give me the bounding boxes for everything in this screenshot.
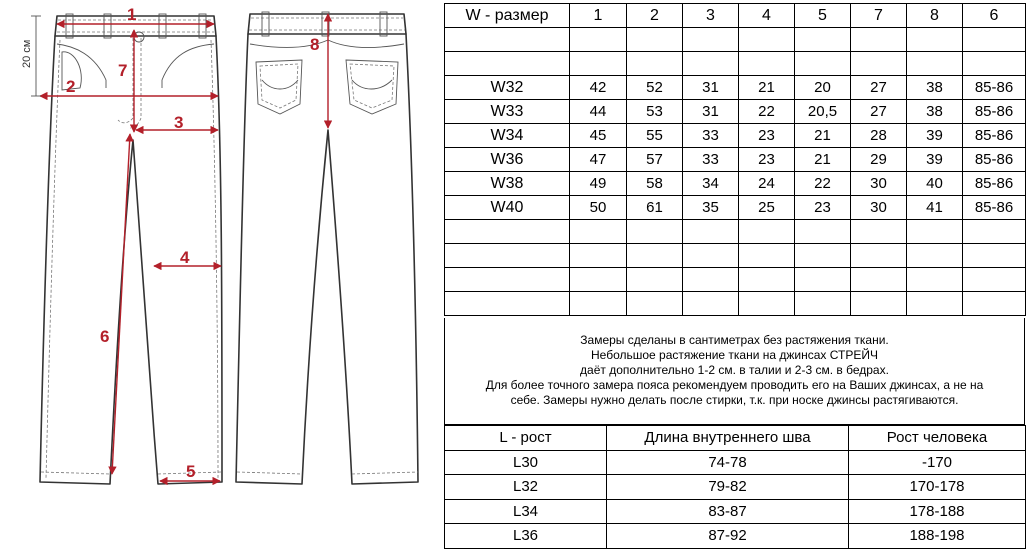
size-table-cell: [683, 220, 739, 244]
size-table-cell: 58: [627, 172, 683, 196]
note-line: Замеры сделаны в сантиметрах без растяжения ткани.: [580, 333, 889, 347]
note-line: даёт дополнительно 1-2 см. в талии и 2-3 см. в бедрах.: [580, 363, 889, 377]
measure-label-4: 4: [180, 248, 190, 267]
size-table-cell: 22: [739, 100, 795, 124]
length-table-row: [445, 524, 1026, 549]
size-table-cell: 50: [570, 196, 627, 220]
size-table-cell: 31: [683, 100, 739, 124]
size-table-cell: 55: [627, 124, 683, 148]
size-table-row: [445, 148, 1026, 172]
size-table-cell: [739, 244, 795, 268]
length-table-cell: 178-188: [849, 499, 1026, 524]
length-table-row: [445, 450, 1026, 475]
size-table-cell: [739, 28, 795, 52]
size-table-cell: 34: [683, 172, 739, 196]
size-table-header-cell: 5: [795, 4, 851, 28]
size-table-cell: [907, 292, 963, 316]
size-table-cell: 85-86: [963, 100, 1026, 124]
size-table-cell: W38: [445, 172, 570, 196]
size-table-cell: 20,5: [795, 100, 851, 124]
size-table-cell: [570, 220, 627, 244]
size-table-cell: [795, 52, 851, 76]
size-table-header-cell: 3: [683, 4, 739, 28]
side-dimension-label: 20 см: [21, 39, 33, 68]
size-table-cell: [570, 52, 627, 76]
size-table-row: [445, 76, 1026, 100]
size-table-cell: W34: [445, 124, 570, 148]
size-table-row: [445, 196, 1026, 220]
size-table-cell: [445, 244, 570, 268]
size-table-header-cell: 1: [570, 4, 627, 28]
size-table-cell: [963, 268, 1026, 292]
size-table-row: [445, 292, 1026, 316]
size-table-cell: 30: [851, 172, 907, 196]
size-table-cell: [907, 244, 963, 268]
size-table-cell: [739, 220, 795, 244]
size-table-cell: [445, 220, 570, 244]
size-table-cell: 24: [739, 172, 795, 196]
size-table-cell: [627, 220, 683, 244]
size-table-cell: 21: [739, 76, 795, 100]
size-table-cell: [907, 220, 963, 244]
size-table-cell: [570, 268, 627, 292]
size-table-cell: [683, 52, 739, 76]
size-table-cell: 27: [851, 76, 907, 100]
size-table-cell: [963, 52, 1026, 76]
size-table-cell: 21: [795, 124, 851, 148]
size-table-header-cell: 4: [739, 4, 795, 28]
size-table-row: [445, 268, 1026, 292]
size-table-cell: [627, 244, 683, 268]
size-table-cell: 85-86: [963, 76, 1026, 100]
length-table-cell: 188-198: [849, 524, 1026, 549]
length-table-header-cell: Длина внутреннего шва: [607, 426, 849, 451]
size-table-cell: [739, 268, 795, 292]
size-table-cell: W40: [445, 196, 570, 220]
size-table-cell: 85-86: [963, 148, 1026, 172]
size-table-cell: W36: [445, 148, 570, 172]
size-table-header-cell: W - размер: [445, 4, 570, 28]
size-table-cell: [851, 244, 907, 268]
size-table-cell: 39: [907, 124, 963, 148]
size-table-cell: [570, 292, 627, 316]
size-table-cell: 41: [907, 196, 963, 220]
size-table-cell: [795, 220, 851, 244]
length-table-cell: 170-178: [849, 475, 1026, 500]
size-table-cell: W33: [445, 100, 570, 124]
size-table-header-cell: 6: [963, 4, 1026, 28]
note-line: Небольшое растяжение ткани на джинсах СТРЕЙЧ: [590, 348, 878, 362]
size-table-cell: [445, 28, 570, 52]
size-table-cell: 35: [683, 196, 739, 220]
size-table-cell: 23: [795, 196, 851, 220]
size-table-cell: [445, 268, 570, 292]
size-table-cell: [739, 292, 795, 316]
size-table-row: [445, 52, 1026, 76]
size-table-cell: [907, 28, 963, 52]
measure-label-5: 5: [186, 462, 196, 481]
size-table-cell: [851, 52, 907, 76]
length-table-cell: L36: [445, 524, 607, 549]
note-line: себе. Замеры нужно делать после стирки, т.к. при носке джинсы растягиваются.: [510, 393, 959, 407]
size-table-cell: [851, 28, 907, 52]
measure-label-7: 7: [118, 61, 128, 80]
size-table-cell: 47: [570, 148, 627, 172]
size-table-cell: [683, 28, 739, 52]
size-table-cell: [851, 268, 907, 292]
measure-label-3: 3: [174, 113, 184, 132]
size-table-cell: [739, 52, 795, 76]
size-table-row: [445, 124, 1026, 148]
size-table-cell: [683, 244, 739, 268]
size-table-cell: 49: [570, 172, 627, 196]
size-table-cell: 30: [851, 196, 907, 220]
size-table-cell: 57: [627, 148, 683, 172]
size-table-cell: [570, 244, 627, 268]
jeans-drawing: [0, 0, 444, 550]
size-table-cell: [907, 268, 963, 292]
length-table-cell: 79-82: [607, 475, 849, 500]
length-table-header-cell: Рост человека: [849, 426, 1026, 451]
size-table-cell: [570, 28, 627, 52]
length-table-cell: L34: [445, 499, 607, 524]
size-table-header-cell: 7: [851, 4, 907, 28]
length-size-table: [444, 425, 1026, 549]
size-table-cell: 25: [739, 196, 795, 220]
size-table-cell: 45: [570, 124, 627, 148]
size-table-cell: 39: [907, 148, 963, 172]
size-table-cell: 61: [627, 196, 683, 220]
size-table-cell: 42: [570, 76, 627, 100]
size-table-cell: 28: [851, 124, 907, 148]
length-table-cell: 74-78: [607, 450, 849, 475]
size-table-cell: [627, 268, 683, 292]
size-table-row: [445, 172, 1026, 196]
length-table-cell: L30: [445, 450, 607, 475]
size-table-cell: 33: [683, 148, 739, 172]
size-table-cell: 53: [627, 100, 683, 124]
size-table-cell: 23: [739, 124, 795, 148]
size-table-cell: 27: [851, 100, 907, 124]
length-table-row: [445, 499, 1026, 524]
size-table-cell: [963, 292, 1026, 316]
size-table-cell: [795, 268, 851, 292]
size-table-cell: [795, 292, 851, 316]
size-table-cell: [851, 292, 907, 316]
size-table-row: [445, 100, 1026, 124]
measure-label-8: 8: [310, 35, 320, 54]
size-table-cell: 85-86: [963, 124, 1026, 148]
size-table-header-cell: 2: [627, 4, 683, 28]
note-line: Для более точного замера пояса рекомендуем проводить его на Ваших джинсах, а не на: [485, 378, 984, 392]
size-table-cell: [445, 52, 570, 76]
length-table-cell: -170: [849, 450, 1026, 475]
size-table-cell: 44: [570, 100, 627, 124]
size-table-cell: [795, 28, 851, 52]
size-table-cell: [963, 220, 1026, 244]
size-table-row: [445, 220, 1026, 244]
length-table-header-row: [445, 426, 1026, 451]
size-table-header-row: [445, 4, 1026, 28]
size-table-cell: 20: [795, 76, 851, 100]
measure-label-2: 2: [66, 77, 76, 96]
size-table-cell: W32: [445, 76, 570, 100]
measure-label-6: 6: [100, 327, 110, 346]
length-table-cell: 87-92: [607, 524, 849, 549]
size-table-cell: 52: [627, 76, 683, 100]
size-table-cell: 21: [795, 148, 851, 172]
jeans-measurement-diagram: [0, 0, 444, 550]
length-table-cell: L32: [445, 475, 607, 500]
measurement-notes: [444, 318, 1025, 425]
size-table-cell: [683, 268, 739, 292]
size-table-cell: 33: [683, 124, 739, 148]
size-table-cell: [851, 220, 907, 244]
size-table-header-cell: 8: [907, 4, 963, 28]
length-table-cell: 83-87: [607, 499, 849, 524]
size-table-cell: [627, 292, 683, 316]
size-table-cell: 29: [851, 148, 907, 172]
size-table-cell: [627, 52, 683, 76]
size-table-cell: [795, 244, 851, 268]
size-table-cell: 23: [739, 148, 795, 172]
size-table-cell: 38: [907, 100, 963, 124]
size-table-cell: [445, 292, 570, 316]
measure-label-1: 1: [127, 5, 137, 24]
size-table-cell: [683, 292, 739, 316]
size-table-cell: 22: [795, 172, 851, 196]
size-table-cell: 85-86: [963, 172, 1026, 196]
size-table-cell: [963, 28, 1026, 52]
size-table-row: [445, 244, 1026, 268]
size-table-cell: [907, 52, 963, 76]
length-table-header-cell: L - рост: [445, 426, 607, 451]
size-table-cell: 31: [683, 76, 739, 100]
waist-size-table: [444, 3, 1026, 316]
size-table-cell: 40: [907, 172, 963, 196]
jeans-back-view: [236, 12, 418, 484]
size-table-cell: [963, 244, 1026, 268]
length-table-row: [445, 475, 1026, 500]
size-table-cell: 85-86: [963, 196, 1026, 220]
size-table-cell: 38: [907, 76, 963, 100]
size-table-row: [445, 28, 1026, 52]
size-table-cell: [627, 28, 683, 52]
